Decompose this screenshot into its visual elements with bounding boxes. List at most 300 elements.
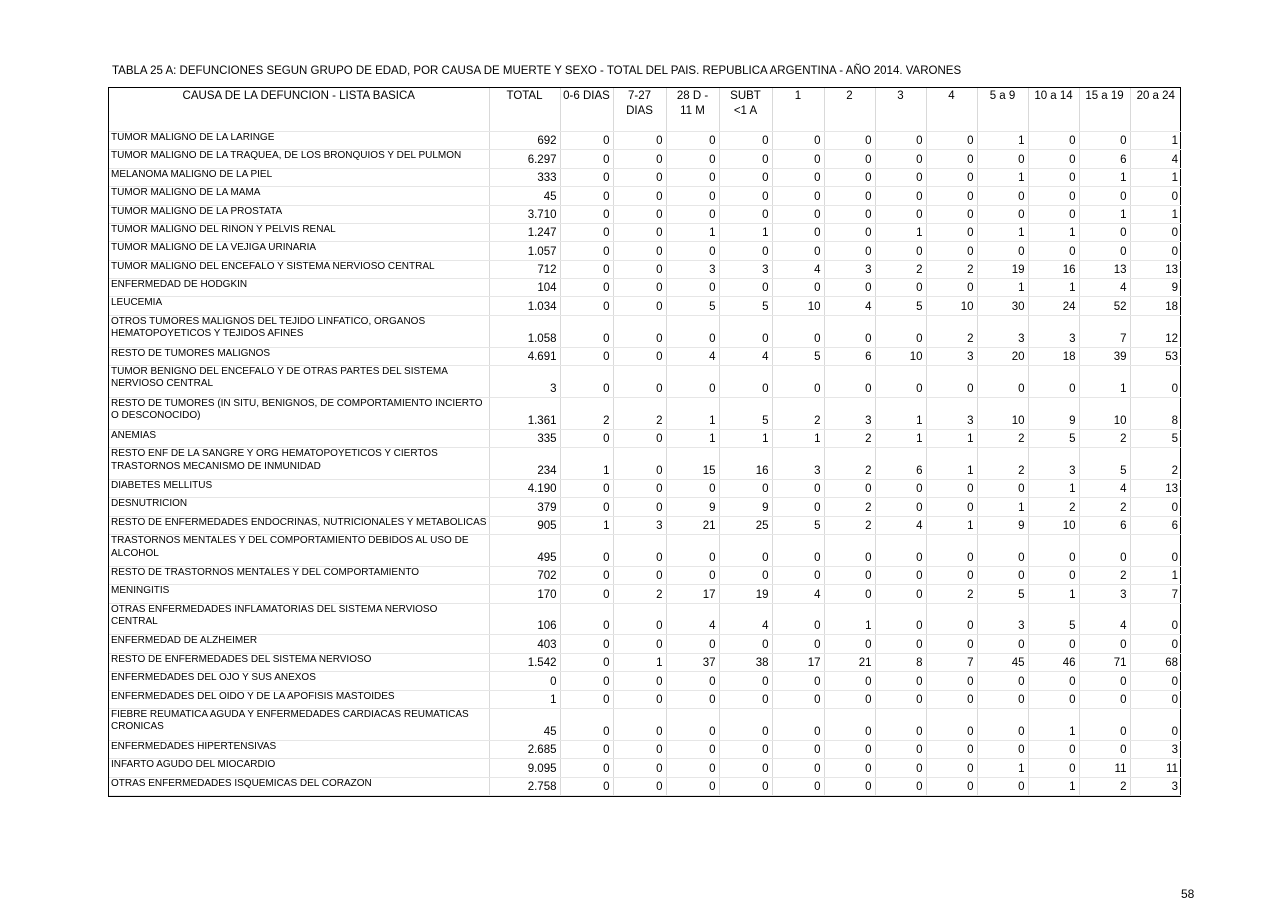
value-cell: 0 bbox=[1028, 672, 1079, 690]
value-cell: 0 bbox=[977, 205, 1028, 223]
value-cell: 68 bbox=[1130, 653, 1181, 671]
cause-cell: LEUCEMIA bbox=[109, 297, 489, 315]
value-cell: 0 bbox=[926, 759, 977, 777]
table-row bbox=[109, 708, 1181, 740]
value-cell: 0 bbox=[613, 315, 666, 347]
value-cell: 0 bbox=[875, 635, 926, 653]
value-cell: 3 bbox=[1079, 585, 1130, 603]
value-cell: 3 bbox=[977, 603, 1028, 635]
table-row bbox=[109, 168, 1181, 186]
value-cell: 1 bbox=[772, 429, 824, 447]
cause-cell: TUMOR MALIGNO DE LA PROSTATA bbox=[109, 205, 489, 223]
value-cell: 37 bbox=[666, 653, 719, 671]
value-cell: 0 bbox=[666, 672, 719, 690]
value-cell: 0 bbox=[824, 187, 875, 205]
header-col-1: TOTAL bbox=[489, 88, 560, 132]
value-cell: 0 bbox=[875, 168, 926, 186]
value-cell: 0 bbox=[719, 150, 772, 168]
value-cell: 0 bbox=[560, 242, 613, 260]
value-cell: 0 bbox=[613, 448, 666, 480]
value-cell: 0 bbox=[613, 260, 666, 278]
table-row bbox=[109, 653, 1181, 671]
value-cell: 0 bbox=[560, 635, 613, 653]
value-cell: 0 bbox=[875, 777, 926, 795]
value-cell: 0 bbox=[926, 535, 977, 567]
table-row bbox=[109, 498, 1181, 516]
value-cell: 0 bbox=[1130, 365, 1181, 397]
value-cell: 0 bbox=[560, 150, 613, 168]
value-cell: 0 bbox=[666, 690, 719, 708]
value-cell: 1 bbox=[1028, 585, 1079, 603]
value-cell: 1.034 bbox=[489, 297, 560, 315]
value-cell: 0 bbox=[560, 535, 613, 567]
value-cell: 4 bbox=[666, 347, 719, 365]
value-cell: 0 bbox=[1130, 498, 1181, 516]
value-cell: 0 bbox=[560, 759, 613, 777]
value-cell: 0 bbox=[1130, 690, 1181, 708]
value-cell: 53 bbox=[1130, 347, 1181, 365]
value-cell: 1 bbox=[977, 759, 1028, 777]
value-cell: 1 bbox=[977, 132, 1028, 150]
cause-cell: TUMOR MALIGNO DE LA TRAQUEA, DE LOS BRONQUIOS Y DEL PULMON bbox=[109, 150, 489, 168]
value-cell: 104 bbox=[489, 279, 560, 297]
value-cell: 0 bbox=[926, 365, 977, 397]
value-cell: 0 bbox=[824, 150, 875, 168]
value-cell: 0 bbox=[613, 690, 666, 708]
value-cell: 0 bbox=[824, 585, 875, 603]
value-cell: 495 bbox=[489, 535, 560, 567]
value-cell: 0 bbox=[719, 187, 772, 205]
value-cell: 20 bbox=[977, 347, 1028, 365]
value-cell: 0 bbox=[613, 132, 666, 150]
value-cell: 3 bbox=[1028, 448, 1079, 480]
value-cell: 0 bbox=[977, 150, 1028, 168]
value-cell: 0 bbox=[666, 535, 719, 567]
value-cell: 0 bbox=[613, 150, 666, 168]
value-cell: 0 bbox=[1028, 187, 1079, 205]
header-col-2: 0-6 DIAS bbox=[560, 88, 613, 132]
value-cell: 11 bbox=[1079, 759, 1130, 777]
table-row bbox=[109, 777, 1181, 795]
value-cell: 1.247 bbox=[489, 223, 560, 241]
value-cell: 0 bbox=[824, 205, 875, 223]
value-cell: 10 bbox=[875, 347, 926, 365]
header-col-3: 7-27 DIAS bbox=[613, 88, 666, 132]
value-cell: 0 bbox=[719, 479, 772, 497]
table-row bbox=[109, 635, 1181, 653]
value-cell: 0 bbox=[1079, 242, 1130, 260]
value-cell: 0 bbox=[719, 365, 772, 397]
value-cell: 0 bbox=[613, 708, 666, 740]
value-cell: 0 bbox=[560, 498, 613, 516]
value-cell: 1.361 bbox=[489, 397, 560, 429]
value-cell: 0 bbox=[824, 365, 875, 397]
value-cell: 0 bbox=[772, 708, 824, 740]
value-cell: 0 bbox=[1028, 740, 1079, 758]
value-cell: 0 bbox=[977, 479, 1028, 497]
value-cell: 45 bbox=[977, 653, 1028, 671]
value-cell: 5 bbox=[1079, 448, 1130, 480]
value-cell: 0 bbox=[613, 205, 666, 223]
value-cell: 0 bbox=[875, 242, 926, 260]
value-cell: 0 bbox=[875, 150, 926, 168]
value-cell: 0 bbox=[560, 566, 613, 584]
value-cell: 0 bbox=[977, 365, 1028, 397]
value-cell: 2.685 bbox=[489, 740, 560, 758]
table-row bbox=[109, 566, 1181, 584]
value-cell: 0 bbox=[875, 585, 926, 603]
value-cell: 0 bbox=[926, 740, 977, 758]
value-cell: 0 bbox=[1130, 708, 1181, 740]
value-cell: 0 bbox=[875, 187, 926, 205]
value-cell: 1 bbox=[1079, 205, 1130, 223]
table-row bbox=[109, 260, 1181, 278]
table-row bbox=[109, 585, 1181, 603]
value-cell: 0 bbox=[772, 132, 824, 150]
value-cell: 3.710 bbox=[489, 205, 560, 223]
table-row bbox=[109, 672, 1181, 690]
value-cell: 0 bbox=[613, 242, 666, 260]
value-cell: 0 bbox=[1028, 690, 1079, 708]
value-cell: 0 bbox=[666, 777, 719, 795]
value-cell: 2 bbox=[977, 448, 1028, 480]
value-cell: 0 bbox=[772, 479, 824, 497]
value-cell: 0 bbox=[926, 242, 977, 260]
value-cell: 9 bbox=[1028, 397, 1079, 429]
value-cell: 46 bbox=[1028, 653, 1079, 671]
value-cell: 1 bbox=[977, 168, 1028, 186]
value-cell: 4 bbox=[1079, 603, 1130, 635]
value-cell: 0 bbox=[613, 535, 666, 567]
value-cell: 0 bbox=[772, 205, 824, 223]
value-cell: 0 bbox=[926, 279, 977, 297]
value-cell: 0 bbox=[1028, 635, 1079, 653]
value-cell: 0 bbox=[977, 672, 1028, 690]
value-cell: 0 bbox=[772, 566, 824, 584]
value-cell: 0 bbox=[1130, 223, 1181, 241]
value-cell: 6 bbox=[875, 448, 926, 480]
value-cell: 6 bbox=[1130, 516, 1181, 534]
table-row bbox=[109, 690, 1181, 708]
value-cell: 0 bbox=[719, 759, 772, 777]
value-cell: 0 bbox=[1130, 535, 1181, 567]
value-cell: 2 bbox=[772, 397, 824, 429]
value-cell: 702 bbox=[489, 566, 560, 584]
cause-cell: TUMOR BENIGNO DEL ENCEFALO Y DE OTRAS PARTES DEL SISTEMA NERVIOSO CENTRAL bbox=[109, 365, 489, 397]
value-cell: 0 bbox=[560, 740, 613, 758]
value-cell: 0 bbox=[560, 297, 613, 315]
value-cell: 0 bbox=[875, 279, 926, 297]
value-cell: 9 bbox=[666, 498, 719, 516]
table-row bbox=[109, 429, 1181, 447]
value-cell: 0 bbox=[613, 603, 666, 635]
value-cell: 1 bbox=[666, 429, 719, 447]
value-cell: 3 bbox=[489, 365, 560, 397]
value-cell: 2 bbox=[824, 429, 875, 447]
value-cell: 1 bbox=[926, 448, 977, 480]
value-cell: 4 bbox=[666, 603, 719, 635]
value-cell: 2 bbox=[1028, 498, 1079, 516]
value-cell: 71 bbox=[1079, 653, 1130, 671]
value-cell: 1 bbox=[1079, 168, 1130, 186]
value-cell: 0 bbox=[824, 132, 875, 150]
value-cell: 0 bbox=[875, 566, 926, 584]
value-cell: 4 bbox=[1079, 279, 1130, 297]
value-cell: 0 bbox=[719, 635, 772, 653]
value-cell: 1.057 bbox=[489, 242, 560, 260]
value-cell: 7 bbox=[926, 653, 977, 671]
value-cell: 379 bbox=[489, 498, 560, 516]
value-cell: 0 bbox=[1130, 242, 1181, 260]
value-cell: 0 bbox=[666, 150, 719, 168]
value-cell: 0 bbox=[560, 187, 613, 205]
value-cell: 0 bbox=[977, 242, 1028, 260]
value-cell: 3 bbox=[926, 347, 977, 365]
value-cell: 45 bbox=[489, 708, 560, 740]
value-cell: 0 bbox=[926, 223, 977, 241]
table-row bbox=[109, 397, 1181, 429]
value-cell: 0 bbox=[824, 708, 875, 740]
value-cell: 106 bbox=[489, 603, 560, 635]
value-cell: 2 bbox=[824, 516, 875, 534]
value-cell: 1 bbox=[666, 223, 719, 241]
value-cell: 10 bbox=[1079, 397, 1130, 429]
value-cell: 3 bbox=[824, 397, 875, 429]
value-cell: 0 bbox=[926, 708, 977, 740]
cause-cell: TUMOR MALIGNO DE LA MAMA bbox=[109, 187, 489, 205]
header-col-11: 10 a 14 bbox=[1028, 88, 1079, 132]
value-cell: 1 bbox=[1028, 223, 1079, 241]
value-cell: 2 bbox=[1079, 566, 1130, 584]
value-cell: 5 bbox=[875, 297, 926, 315]
value-cell: 0 bbox=[977, 187, 1028, 205]
cause-cell: TUMOR MALIGNO DEL ENCEFALO Y SISTEMA NERVIOSO CENTRAL bbox=[109, 260, 489, 278]
value-cell: 170 bbox=[489, 585, 560, 603]
cause-cell: INFARTO AGUDO DEL MIOCARDIO bbox=[109, 759, 489, 777]
value-cell: 0 bbox=[772, 242, 824, 260]
table-title: TABLA 25 A: DEFUNCIONES SEGUN GRUPO DE EDAD, POR CAUSA DE MUERTE Y SEXO - TOTAL DEL PAIS. REPUBLICA ARGENTINA - AÑO 2014. VARONES bbox=[112, 65, 962, 77]
value-cell: 0 bbox=[875, 603, 926, 635]
value-cell: 4 bbox=[875, 516, 926, 534]
value-cell: 0 bbox=[560, 168, 613, 186]
value-cell: 0 bbox=[1028, 150, 1079, 168]
value-cell: 2 bbox=[560, 397, 613, 429]
cause-cell: RESTO ENF DE LA SANGRE Y ORG HEMATOPOYETICOS Y CIERTOS TRASTORNOS MECANISMO DE INMUNIDAD bbox=[109, 448, 489, 480]
value-cell: 9.095 bbox=[489, 759, 560, 777]
value-cell: 1 bbox=[875, 223, 926, 241]
value-cell: 0 bbox=[1028, 365, 1079, 397]
cause-cell: MELANOMA MALIGNO DE LA PIEL bbox=[109, 168, 489, 186]
value-cell: 0 bbox=[824, 168, 875, 186]
value-cell: 24 bbox=[1028, 297, 1079, 315]
cause-cell: ENFERMEDADES DEL OIDO Y DE LA APOFISIS MASTOIDES bbox=[109, 690, 489, 708]
value-cell: 0 bbox=[772, 150, 824, 168]
value-cell: 16 bbox=[1028, 260, 1079, 278]
value-cell: 9 bbox=[977, 516, 1028, 534]
value-cell: 3 bbox=[666, 260, 719, 278]
value-cell: 905 bbox=[489, 516, 560, 534]
value-cell: 5 bbox=[772, 516, 824, 534]
header-col-9: 4 bbox=[926, 88, 977, 132]
table-row bbox=[109, 740, 1181, 758]
value-cell: 9 bbox=[1130, 279, 1181, 297]
value-cell: 15 bbox=[666, 448, 719, 480]
value-cell: 5 bbox=[666, 297, 719, 315]
table-row bbox=[109, 150, 1181, 168]
value-cell: 19 bbox=[977, 260, 1028, 278]
value-cell: 0 bbox=[875, 315, 926, 347]
value-cell: 4.190 bbox=[489, 479, 560, 497]
value-cell: 335 bbox=[489, 429, 560, 447]
value-cell: 1.542 bbox=[489, 653, 560, 671]
value-cell: 0 bbox=[875, 205, 926, 223]
value-cell: 0 bbox=[824, 777, 875, 795]
value-cell: 4.691 bbox=[489, 347, 560, 365]
value-cell: 0 bbox=[926, 150, 977, 168]
table-row bbox=[109, 479, 1181, 497]
value-cell: 0 bbox=[824, 242, 875, 260]
cause-cell: TUMOR MALIGNO DE LA LARINGE bbox=[109, 132, 489, 150]
value-cell: 1 bbox=[824, 603, 875, 635]
value-cell: 0 bbox=[1028, 242, 1079, 260]
value-cell: 10 bbox=[1028, 516, 1079, 534]
value-cell: 52 bbox=[1079, 297, 1130, 315]
header-col-5: SUBT <1 A bbox=[719, 88, 772, 132]
value-cell: 0 bbox=[977, 535, 1028, 567]
value-cell: 1 bbox=[719, 429, 772, 447]
header-col-12: 15 a 19 bbox=[1079, 88, 1130, 132]
table-row bbox=[109, 205, 1181, 223]
value-cell: 0 bbox=[1028, 535, 1079, 567]
value-cell: 0 bbox=[926, 498, 977, 516]
value-cell: 1 bbox=[1028, 279, 1079, 297]
value-cell: 17 bbox=[772, 653, 824, 671]
value-cell: 0 bbox=[613, 672, 666, 690]
value-cell: 0 bbox=[719, 205, 772, 223]
value-cell: 0 bbox=[824, 223, 875, 241]
value-cell: 0 bbox=[666, 740, 719, 758]
value-cell: 10 bbox=[926, 297, 977, 315]
value-cell: 21 bbox=[824, 653, 875, 671]
value-cell: 0 bbox=[926, 635, 977, 653]
value-cell: 0 bbox=[824, 635, 875, 653]
value-cell: 0 bbox=[1028, 168, 1079, 186]
value-cell: 0 bbox=[1130, 603, 1181, 635]
value-cell: 1 bbox=[560, 516, 613, 534]
value-cell: 4 bbox=[719, 603, 772, 635]
table-row bbox=[109, 365, 1181, 397]
value-cell: 0 bbox=[666, 242, 719, 260]
value-cell: 2 bbox=[926, 585, 977, 603]
value-cell: 692 bbox=[489, 132, 560, 150]
value-cell: 1 bbox=[926, 516, 977, 534]
cause-cell: TUMOR MALIGNO DE LA VEJIGA URINARIA bbox=[109, 242, 489, 260]
value-cell: 0 bbox=[613, 740, 666, 758]
value-cell: 2 bbox=[926, 315, 977, 347]
value-cell: 1 bbox=[719, 223, 772, 241]
value-cell: 0 bbox=[875, 759, 926, 777]
value-cell: 0 bbox=[666, 205, 719, 223]
value-cell: 0 bbox=[719, 535, 772, 567]
page-number: 58 bbox=[1181, 887, 1195, 901]
value-cell: 45 bbox=[489, 187, 560, 205]
value-cell: 0 bbox=[772, 759, 824, 777]
value-cell: 2 bbox=[613, 397, 666, 429]
value-cell: 3 bbox=[1130, 740, 1181, 758]
value-cell: 0 bbox=[875, 479, 926, 497]
value-cell: 1 bbox=[926, 429, 977, 447]
value-cell: 18 bbox=[1130, 297, 1181, 315]
value-cell: 0 bbox=[977, 690, 1028, 708]
value-cell: 0 bbox=[560, 132, 613, 150]
value-cell: 0 bbox=[560, 205, 613, 223]
value-cell: 1 bbox=[977, 223, 1028, 241]
value-cell: 0 bbox=[772, 672, 824, 690]
value-cell: 21 bbox=[666, 516, 719, 534]
value-cell: 0 bbox=[926, 690, 977, 708]
value-cell: 6 bbox=[824, 347, 875, 365]
value-cell: 0 bbox=[666, 279, 719, 297]
value-cell: 0 bbox=[666, 132, 719, 150]
cause-cell: OTROS TUMORES MALIGNOS DEL TEJIDO LINFATICO, ORGANOS HEMATOPOYETICOS Y TEJIDOS AFINES bbox=[109, 315, 489, 347]
table-row bbox=[109, 187, 1181, 205]
value-cell: 0 bbox=[613, 635, 666, 653]
table-row bbox=[109, 347, 1181, 365]
value-cell: 3 bbox=[1028, 315, 1079, 347]
value-cell: 1 bbox=[1130, 132, 1181, 150]
value-cell: 1 bbox=[875, 429, 926, 447]
value-cell: 5 bbox=[719, 297, 772, 315]
value-cell: 0 bbox=[666, 168, 719, 186]
value-cell: 0 bbox=[926, 132, 977, 150]
value-cell: 16 bbox=[719, 448, 772, 480]
value-cell: 0 bbox=[666, 315, 719, 347]
value-cell: 0 bbox=[613, 187, 666, 205]
cause-cell: FIEBRE REUMATICA AGUDA Y ENFERMEDADES CARDIACAS REUMATICAS CRONICAS bbox=[109, 708, 489, 740]
value-cell: 0 bbox=[613, 297, 666, 315]
header-col-7: 2 bbox=[824, 88, 875, 132]
value-cell: 0 bbox=[613, 479, 666, 497]
value-cell: 1 bbox=[489, 690, 560, 708]
value-cell: 1 bbox=[1130, 205, 1181, 223]
value-cell: 0 bbox=[560, 315, 613, 347]
value-cell: 0 bbox=[824, 535, 875, 567]
value-cell: 4 bbox=[1079, 479, 1130, 497]
value-cell: 0 bbox=[977, 740, 1028, 758]
value-cell: 0 bbox=[926, 168, 977, 186]
value-cell: 0 bbox=[772, 777, 824, 795]
cause-cell: ANEMIAS bbox=[109, 429, 489, 447]
value-cell: 0 bbox=[772, 365, 824, 397]
table-row bbox=[109, 297, 1181, 315]
value-cell: 0 bbox=[824, 690, 875, 708]
value-cell: 9 bbox=[719, 498, 772, 516]
value-cell: 0 bbox=[1028, 759, 1079, 777]
value-cell: 2 bbox=[977, 429, 1028, 447]
value-cell: 30 bbox=[977, 297, 1028, 315]
table-row bbox=[109, 759, 1181, 777]
value-cell: 2 bbox=[875, 260, 926, 278]
value-cell: 0 bbox=[926, 479, 977, 497]
header-col-13: 20 a 24 bbox=[1130, 88, 1181, 132]
table-body bbox=[109, 132, 1181, 796]
value-cell: 1 bbox=[666, 397, 719, 429]
value-cell: 0 bbox=[1130, 187, 1181, 205]
value-cell: 0 bbox=[666, 635, 719, 653]
value-cell: 0 bbox=[875, 708, 926, 740]
cause-cell: OTRAS ENFERMEDADES ISQUEMICAS DEL CORAZON bbox=[109, 777, 489, 795]
value-cell: 0 bbox=[613, 168, 666, 186]
